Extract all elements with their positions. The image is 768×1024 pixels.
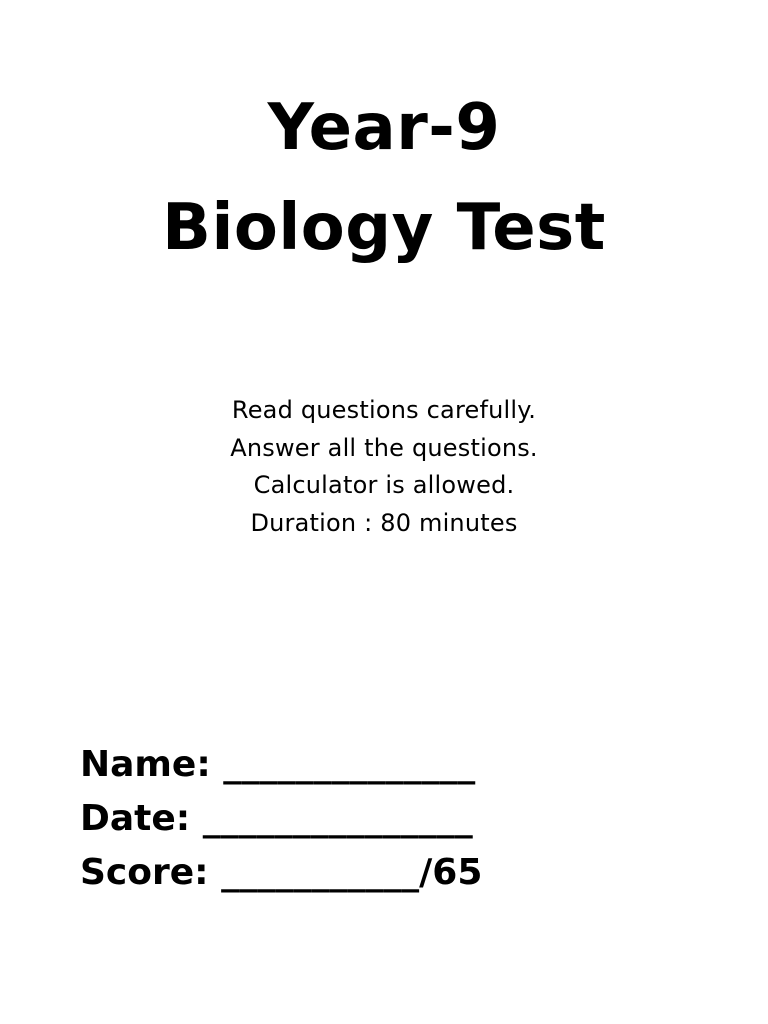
title-subject: Biology Test [162, 191, 606, 265]
name-field [80, 738, 700, 792]
instruction-answer: Answer all the questions. [230, 433, 538, 462]
score-total: /65 [419, 852, 483, 893]
instruction-read: Read questions carefully. [231, 396, 537, 424]
date-field [80, 792, 700, 846]
name-blank: ______________ [223, 744, 476, 785]
student-fields [80, 738, 700, 900]
date-blank: _______________ [202, 798, 473, 839]
page-title [0, 78, 768, 278]
instruction-duration: Duration : 80 minutes [250, 508, 518, 537]
score-label: Score: [80, 852, 209, 893]
score-field [80, 846, 700, 900]
instruction-calculator: Calculator is allowed. [253, 471, 515, 499]
name-label: Name: [80, 744, 211, 785]
instructions [0, 392, 768, 542]
score-blank: ___________ [221, 852, 420, 893]
title-year: Year-9 [267, 91, 501, 165]
date-label: Date: [80, 798, 191, 839]
